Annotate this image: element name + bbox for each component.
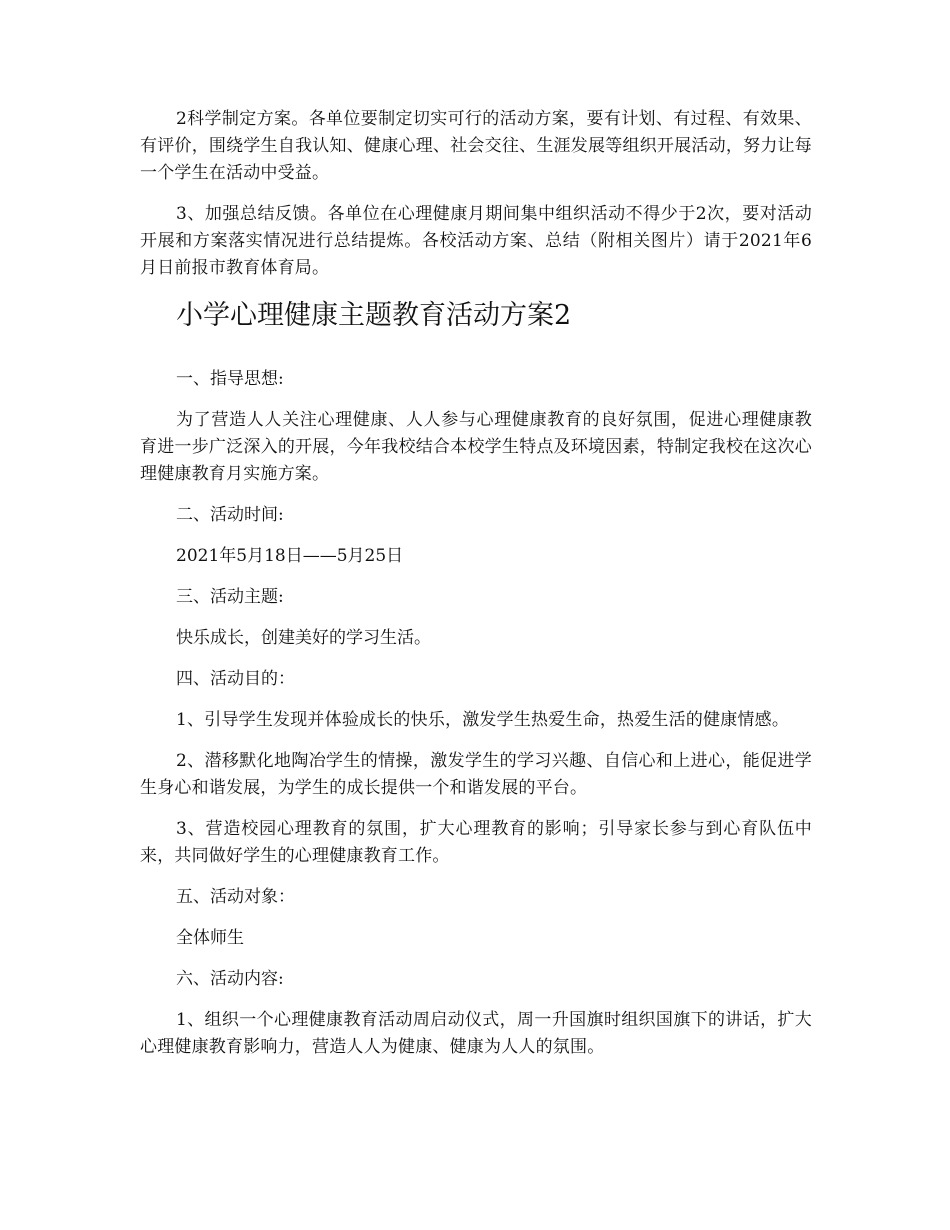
- document-page: [140, 106, 812, 1075]
- activity-time-value: 2021年5月18日——5月25日: [176, 546, 404, 566]
- heading-activity-purpose: 四、活动目的：: [176, 669, 295, 689]
- heading-activity-target: 五、活动对象：: [176, 887, 295, 907]
- list-item: 1、组织一个心理健康教育活动周启动仪式，周一升国旗时组织国旗下的讲话，扩大心理健康教育影响力，营造人人为健康、健康为人人的氛围。: [140, 1010, 812, 1057]
- paragraph: 2科学制定方案。各单位要制定切实可行的活动方案，要有计划、有过程、有效果、有评价，围绕学生自我认知、健康心理、社会交往、生涯发展等组织开展活动，努力让每一个学生在活动中受益。: [140, 109, 812, 183]
- heading-activity-content: 六、活动内容:: [176, 969, 284, 989]
- activity-theme-value: 快乐成长，创建美好的学习生活。: [176, 628, 431, 648]
- paragraph: 3、加强总结反馈。各单位在心理健康月期间集中组织活动不得少于2次，要对活动开展和方案落实情况进行总结提炼。各校活动方案、总结（附相关图片）请于2021年6月日前报市教育体育局。: [140, 204, 812, 278]
- list-item: 3、营造校园心理教育的氛围，扩大心理教育的影响；引导家长参与到心育队伍中来，共同做好学生的心理健康教育工作。: [140, 819, 812, 866]
- heading-activity-time: 二、活动时间:: [176, 505, 284, 525]
- list-item: 1、引导学生发现并体验成长的快乐，激发学生热爱生命，热爱生活的健康情感。: [176, 710, 790, 730]
- heading-activity-theme: 三、活动主题:: [176, 587, 284, 607]
- list-item: 2、潜移默化地陶冶学生的情操，激发学生的学习兴趣、自信心和上进心，能促进学生身心和谐发展，为学生的成长提供一个和谐发展的平台。: [140, 751, 812, 798]
- paragraph: 为了营造人人关注心理健康、人人参与心理健康教育的良好氛围，促进心理健康教育进一步广泛深入的开展，今年我校结合本校学生特点及环境因素，特制定我校在这次心理健康教育月实施方案。: [140, 410, 812, 484]
- heading-guiding-ideology: 一、指导思想:: [176, 369, 284, 389]
- activity-target-value: 全体师生: [176, 928, 244, 948]
- section-title: 小学心理健康主题教育活动方案2: [176, 300, 572, 331]
